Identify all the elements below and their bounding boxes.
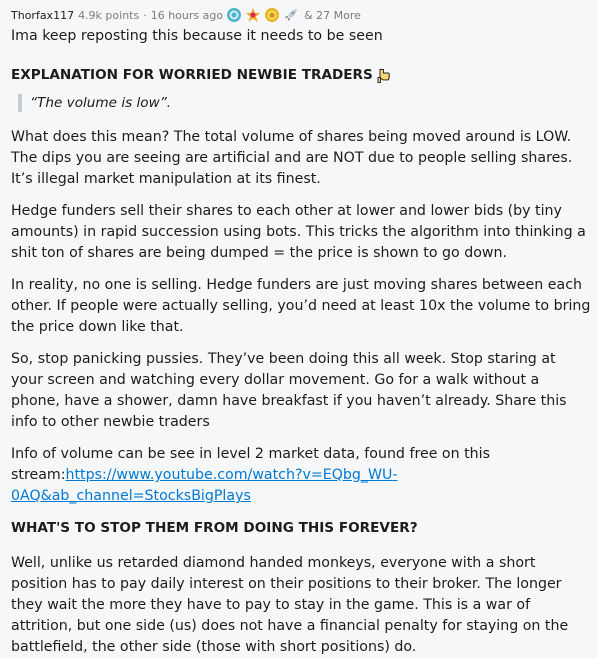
paragraph-4: So, stop panicking pussies. They’ve been doing this all week. Stop staring at your screen and watching every dollar movement. Go for a walk without a phone, have a shower, damn have breakfast if you haven’t already. Share this info to other newbie traders (11, 351, 567, 430)
rocket-award-icon[interactable] (283, 7, 299, 23)
comment-body (11, 26, 591, 658)
comment-meta (11, 5, 591, 25)
paragraph-6: Well, unlike us retarded diamond handed monkeys, everyone with a short position has to pay daily interest on their positions to their broker. The longer they wait the more they have to pay to stay in the game. This is a war of attrition, but one side (us) does not have a financial penalty for staying on the battlefield, the other side (those with short positions) do. (11, 555, 569, 655)
more-awards-link[interactable]: & 27 More (304, 8, 361, 22)
gold-award-icon[interactable] (264, 7, 280, 23)
silver-award-icon[interactable] (226, 7, 242, 23)
paragraph-5 (11, 444, 591, 507)
paragraph-5-text: Info of volume can be see in level 2 market data, found free on this stream: (11, 446, 491, 483)
timestamp[interactable]: 16 hours ago (150, 8, 224, 22)
points: 4.9k points (78, 8, 140, 22)
heading-explanation-text: EXPLANATION FOR WORRIED NEWBIE TRADERS (11, 67, 373, 83)
heading-stop-them: WHAT'S TO STOP THEM FROM DOING THIS FOREVER? (11, 520, 418, 536)
author-link[interactable]: Thorfax117 (11, 8, 75, 22)
pointing-hand-icon (377, 68, 391, 84)
paragraph-3: In reality, no one is selling. Hedge funders are just moving shares between each other. If people were actually selling, you’d need at least 10x the volume to bring the price down like that. (11, 277, 591, 335)
blockquote: “The volume is low”. (18, 94, 591, 112)
separator: · (143, 8, 147, 22)
youtube-link[interactable]: https://www.youtube.com/watch?v=EQbg_WU-0AQ&ab_channel=StocksBigPlays (11, 467, 398, 504)
paragraph-2: Hedge funders sell their shares to each other at lower and lower bids (by tiny amounts) in rapid succession using bots. This tricks the algorithm into thinking a shit ton of shares are being dumped = the price is shown to go down. (11, 203, 586, 261)
heading-explanation (11, 65, 591, 86)
paragraph-1: What does this mean? The total volume of shares being moved around is LOW. The dips you are seeing are artificial and are NOT due to people selling shares. It’s illegal market manipulation at its finest. (11, 129, 573, 187)
intro-text: Ima keep reposting this because it needs to be seen (11, 28, 383, 44)
helpful-award-icon[interactable] (245, 7, 261, 23)
